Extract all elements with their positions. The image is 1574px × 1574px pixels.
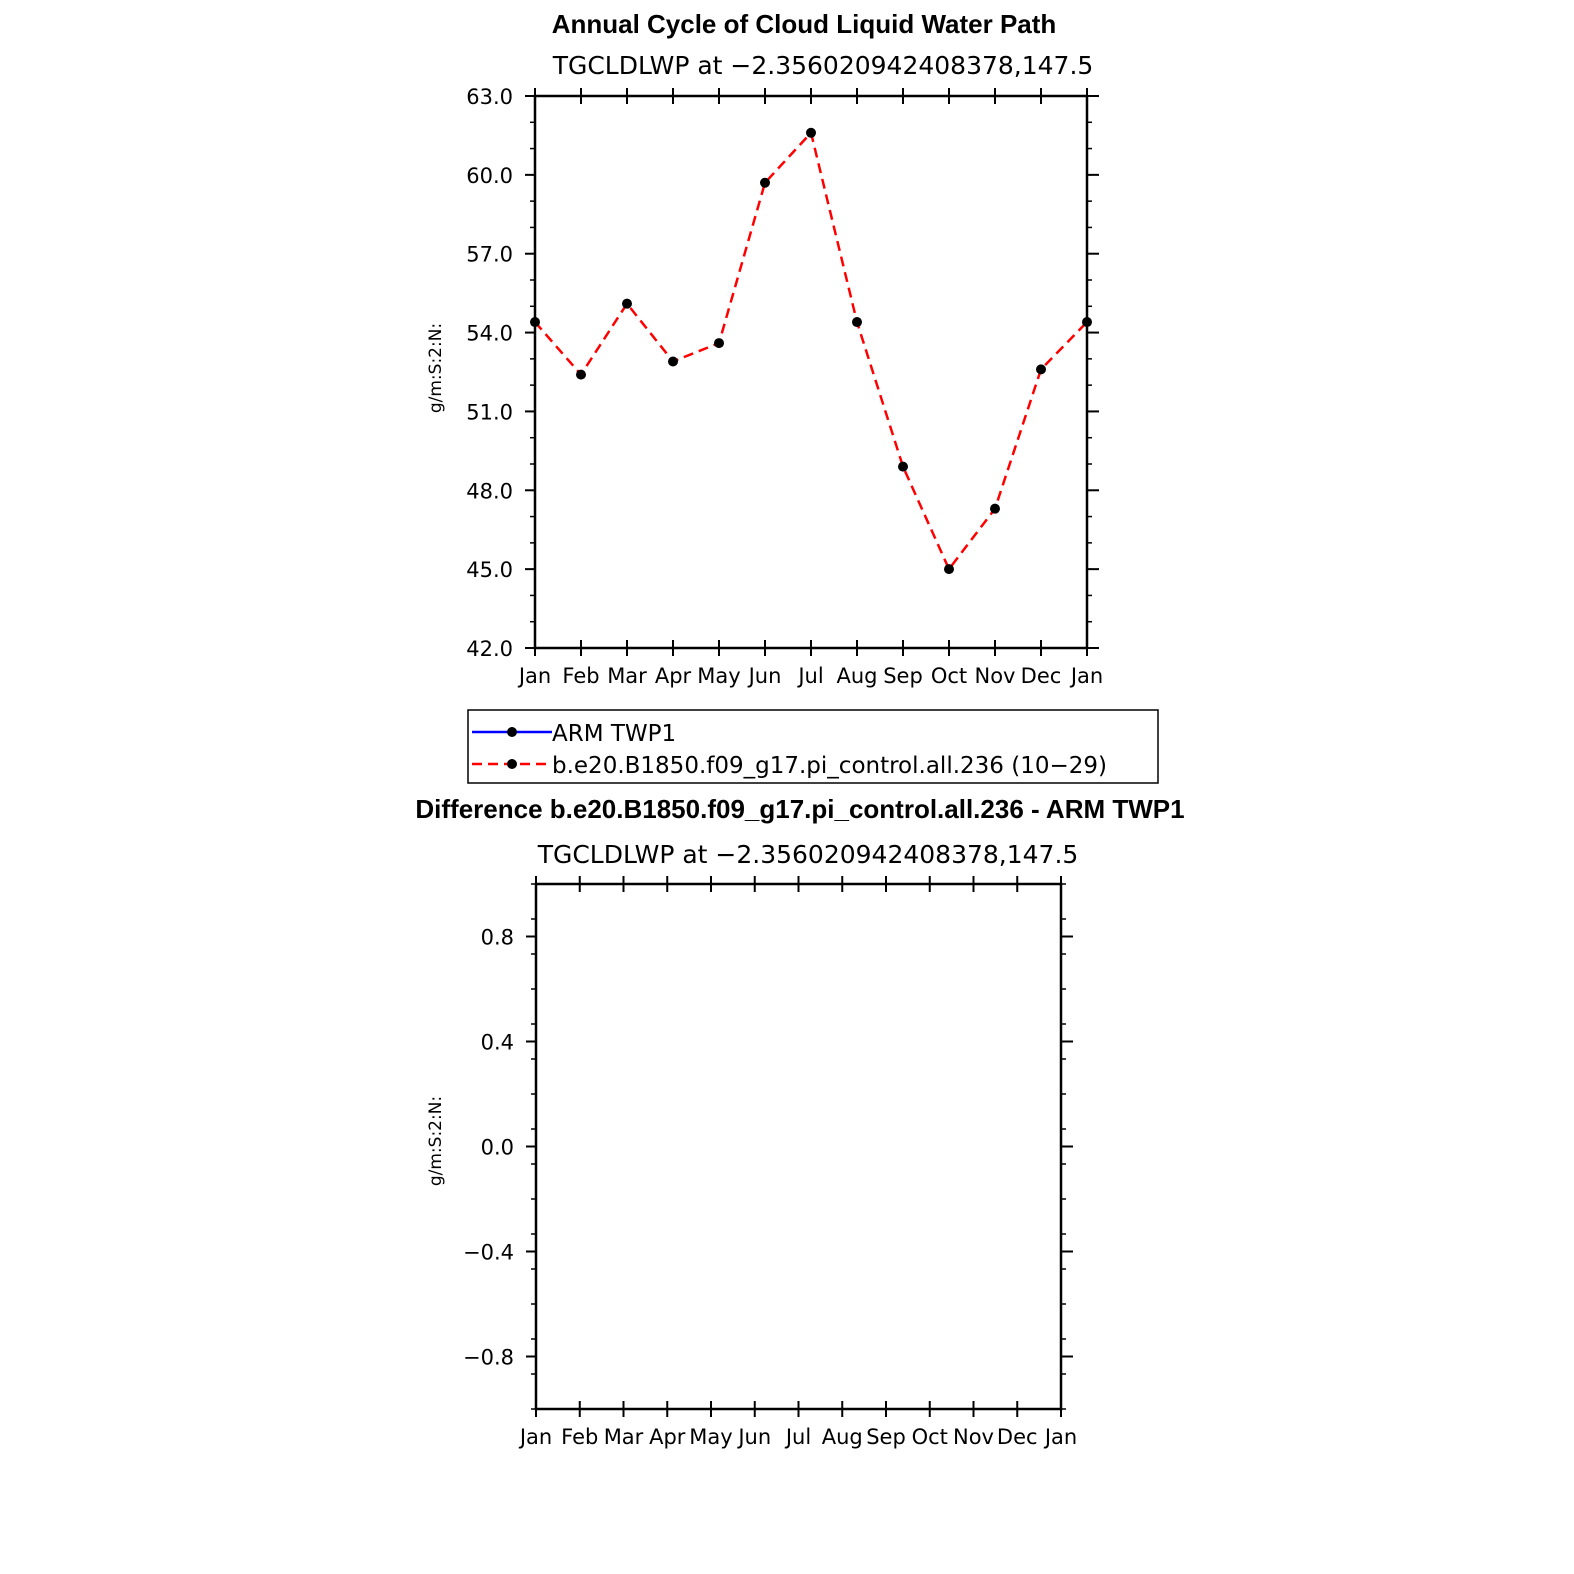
data-point bbox=[760, 178, 770, 188]
x-tick-label: May bbox=[689, 1425, 733, 1449]
x-tick-label: Jan bbox=[1070, 664, 1104, 688]
x-tick-labels bbox=[517, 664, 1103, 688]
y-tick-label: 51.0 bbox=[466, 400, 513, 425]
x-tick-label: Jan bbox=[1044, 1425, 1078, 1449]
series-layer bbox=[530, 128, 1092, 574]
data-point bbox=[1082, 317, 1092, 327]
y-tick-label: 0.8 bbox=[480, 925, 514, 950]
x-tick-label: May bbox=[697, 664, 741, 688]
x-tick-label: Jul bbox=[798, 664, 824, 688]
x-tick-label: Oct bbox=[911, 1425, 948, 1449]
annual-cycle-chart bbox=[426, 9, 1158, 783]
x-tick-label: Dec bbox=[996, 1425, 1038, 1449]
data-point bbox=[990, 504, 1000, 514]
x-tick-label: Feb bbox=[562, 664, 600, 688]
x-tick-label: Aug bbox=[821, 1425, 863, 1449]
x-tick-label: Jul bbox=[785, 1425, 812, 1449]
data-point bbox=[576, 370, 586, 380]
y-tick-label: 57.0 bbox=[466, 242, 513, 267]
chart-subtitle: TGCLDLWP at −2.356020942408378,147.5 bbox=[552, 51, 1094, 80]
plot-frame bbox=[536, 884, 1061, 1409]
data-point bbox=[944, 564, 954, 574]
legend-marker-model bbox=[507, 759, 517, 769]
data-point bbox=[714, 338, 724, 348]
legend-label-arm: ARM TWP1 bbox=[552, 721, 677, 747]
y-tick-label: 60.0 bbox=[466, 163, 513, 188]
x-tick-label: Apr bbox=[654, 664, 692, 688]
data-point bbox=[530, 317, 540, 327]
y-tick-label: 54.0 bbox=[466, 321, 513, 346]
data-point bbox=[898, 462, 908, 472]
data-point bbox=[668, 356, 678, 366]
data-point bbox=[806, 128, 816, 138]
data-point bbox=[622, 299, 632, 309]
x-tick-label: Mar bbox=[603, 1425, 644, 1449]
tick-marks bbox=[526, 876, 1073, 1417]
x-tick-label: Nov bbox=[953, 1425, 994, 1449]
x-tick-label: Sep bbox=[866, 1425, 906, 1449]
data-point bbox=[852, 317, 862, 327]
data-point bbox=[1036, 364, 1046, 374]
x-tick-label: Jan bbox=[518, 664, 552, 688]
x-tick-label: Jun bbox=[748, 664, 782, 688]
y-tick-labels bbox=[463, 926, 514, 1370]
y-axis-label: g/m:S:2:N: bbox=[426, 322, 446, 414]
y-tick-label: 0.0 bbox=[480, 1135, 514, 1160]
y-tick-label: 0.4 bbox=[480, 1030, 514, 1055]
x-tick-labels bbox=[518, 1425, 1077, 1449]
chart-title: Difference b.e20.B1850.f09_g17.pi_control.all.236 - ARM TWP1 bbox=[415, 794, 1185, 824]
x-tick-label: Sep bbox=[883, 664, 923, 688]
y-tick-labels bbox=[466, 85, 513, 661]
tick-marks bbox=[525, 88, 1099, 656]
legend-label-model: b.e20.B1850.f09_g17.pi_control.all.236 (10−29) bbox=[552, 753, 1107, 779]
x-tick-label: Mar bbox=[607, 664, 647, 688]
x-tick-label: Apr bbox=[649, 1425, 686, 1449]
chart-title: Annual Cycle of Cloud Liquid Water Path bbox=[551, 9, 1057, 39]
x-tick-label: Jun bbox=[738, 1425, 772, 1449]
y-tick-label: 42.0 bbox=[466, 637, 513, 661]
x-tick-label: Nov bbox=[974, 664, 1016, 688]
y-axis-label: g/m:S:2:N: bbox=[426, 1095, 446, 1187]
x-tick-label: Dec bbox=[1020, 664, 1062, 688]
y-tick-label: −0.8 bbox=[463, 1345, 514, 1370]
y-tick-label: 63.0 bbox=[466, 85, 513, 109]
x-tick-label: Aug bbox=[836, 664, 878, 688]
y-tick-label: 48.0 bbox=[466, 479, 513, 504]
legend bbox=[468, 710, 1158, 783]
chart-subtitle: TGCLDLWP at −2.356020942408378,147.5 bbox=[537, 840, 1079, 869]
legend-marker-arm bbox=[507, 727, 517, 737]
series-line bbox=[535, 133, 1087, 569]
x-tick-label: Jan bbox=[519, 1425, 553, 1449]
x-tick-label: Oct bbox=[930, 664, 968, 688]
x-tick-label: Feb bbox=[561, 1425, 599, 1449]
y-tick-label: 45.0 bbox=[466, 558, 513, 583]
plot-frame bbox=[535, 96, 1087, 648]
y-tick-label: −0.4 bbox=[463, 1240, 514, 1265]
difference-chart bbox=[415, 794, 1184, 1449]
